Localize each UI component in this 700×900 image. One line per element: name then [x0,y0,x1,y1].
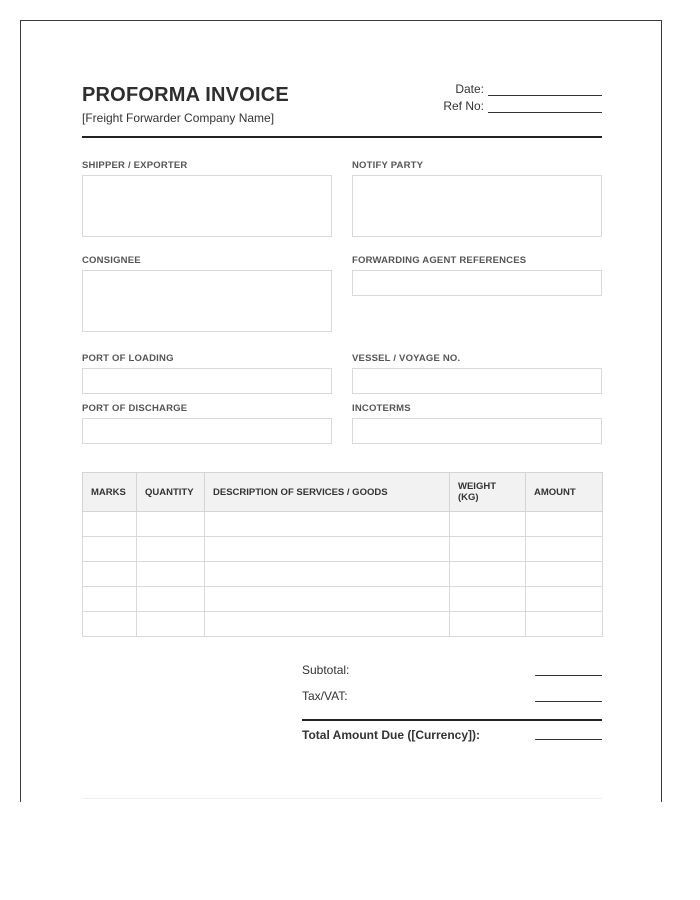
subtotal-label: Subtotal: [302,663,350,677]
tax-label: Tax/VAT: [302,689,348,703]
company-name: [Freight Forwarder Company Name] [82,111,275,125]
table-cell[interactable] [205,512,450,537]
tax-row [302,689,602,703]
ref-label: Ref No: [443,99,484,113]
table-cell[interactable] [526,562,603,587]
forwarding-label: FORWARDING AGENT REFERENCES [352,255,527,266]
ref-line [443,99,602,113]
table-cell[interactable] [450,612,526,637]
table-cell[interactable] [137,562,205,587]
total-divider [302,719,602,721]
consignee-label: CONSIGNEE [82,255,141,266]
page-title: PROFORMA INVOICE [82,84,289,106]
consignee-field[interactable] [82,270,332,332]
table-cell[interactable] [526,587,603,612]
table-cell[interactable] [137,587,205,612]
table-cell[interactable] [83,537,137,562]
notify-label: NOTIFY PARTY [352,160,424,171]
vessel-field[interactable] [352,368,602,394]
column-header-amount: AMOUNT [526,473,603,512]
loading-label: PORT OF LOADING [82,353,174,364]
shipper-field[interactable] [82,175,332,237]
table-cell[interactable] [526,612,603,637]
column-header-weight: WEIGHT (KG) [450,473,526,512]
column-header-marks: MARKS [83,473,137,512]
table-cell[interactable] [137,537,205,562]
table-cell[interactable] [526,512,603,537]
table-row [83,587,603,612]
table-cell[interactable] [450,537,526,562]
invoice-content [82,21,602,803]
table-cell[interactable] [205,587,450,612]
table-cell[interactable] [83,612,137,637]
incoterms-field[interactable] [352,418,602,444]
subtotal-row [302,663,602,677]
table-row [83,537,603,562]
ref-blank[interactable] [488,102,602,113]
tax-blank[interactable] [535,701,602,702]
column-header-quantity: QUANTITY [137,473,205,512]
table-cell[interactable] [83,562,137,587]
table-cell[interactable] [83,512,137,537]
table-cell[interactable] [137,512,205,537]
forwarding-field[interactable] [352,270,602,296]
table-header-row [83,473,603,512]
table-cell[interactable] [526,537,603,562]
table-cell[interactable] [137,612,205,637]
table-row [83,612,603,637]
table-cell[interactable] [450,587,526,612]
column-header-description: DESCRIPTION OF SERVICES / GOODS [205,473,450,512]
vessel-label: VESSEL / VOYAGE NO. [352,353,461,364]
incoterms-label: INCOTERMS [352,403,411,414]
shipper-label: SHIPPER / EXPORTER [82,160,188,171]
items-table [82,472,603,637]
date-label: Date: [455,82,484,96]
subtotal-blank[interactable] [535,675,602,676]
discharge-field[interactable] [82,418,332,444]
footer-divider [82,798,602,799]
table-row [83,512,603,537]
date-line [455,82,602,96]
table-cell[interactable] [83,587,137,612]
total-label: Total Amount Due ([Currency]): [302,728,480,742]
discharge-label: PORT OF DISCHARGE [82,403,188,414]
header-divider [82,136,602,138]
table-cell[interactable] [205,537,450,562]
invoice-page [20,20,662,802]
total-row [302,728,602,742]
table-row [83,562,603,587]
table-cell[interactable] [450,512,526,537]
date-blank[interactable] [488,85,602,96]
notify-field[interactable] [352,175,602,237]
table-cell[interactable] [205,562,450,587]
total-blank[interactable] [535,739,602,740]
loading-field[interactable] [82,368,332,394]
table-cell[interactable] [205,612,450,637]
table-cell[interactable] [450,562,526,587]
